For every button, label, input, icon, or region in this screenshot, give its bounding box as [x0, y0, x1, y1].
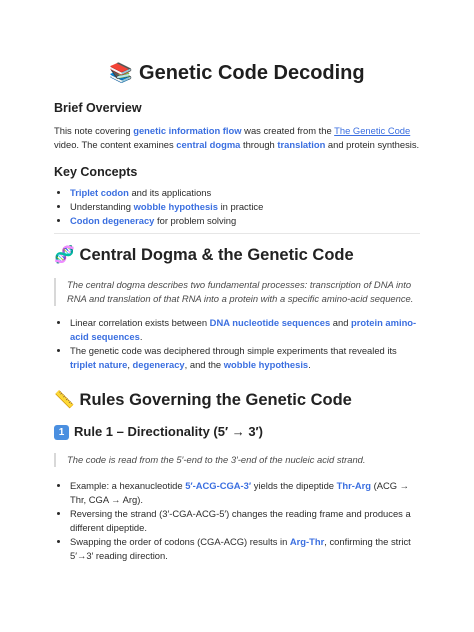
page-title-text: Genetic Code Decoding — [139, 62, 365, 84]
highlight-term: genetic information flow — [133, 125, 242, 136]
overview-text: video. The content examines — [54, 139, 177, 150]
item-text: . — [139, 331, 143, 342]
rule-1-list — [54, 479, 420, 563]
rules-heading — [54, 389, 420, 411]
highlight-term: 5′-ACG-CGA-3′ — [185, 480, 252, 491]
highlight-term: protein amino-acid sequences — [70, 317, 417, 342]
highlight-term: wobble hypothesis — [133, 201, 218, 212]
item-text: Understanding — [70, 201, 134, 212]
rule-1-heading — [54, 423, 420, 441]
item-text: , confirming the strict 5′→3′ reading direction. — [70, 536, 411, 561]
overview-paragraph — [54, 124, 420, 152]
highlight-term: Triplet codon — [70, 187, 129, 198]
central-dogma-list — [54, 316, 420, 372]
overview-heading: Brief Overview — [54, 101, 142, 115]
item-text: Linear correlation exists between — [70, 317, 210, 328]
books-icon: 📚 — [109, 63, 134, 84]
list-item: • Reversing the strand (3′-CGA-ACG-5′) changes the reading frame and produces a different dipeptide. — [70, 507, 420, 535]
highlight-term: wobble hypothesis — [223, 359, 309, 370]
highlight-term: degeneracy — [132, 359, 185, 370]
overview-text: and protein synthesis. — [325, 139, 420, 150]
item-text: . — [308, 359, 311, 370]
rule-1-quote: The code is read from the 5′-end to the 3′-end of the nucleic acid strand. — [54, 453, 420, 467]
item-text: in practice — [217, 201, 264, 212]
highlight-term: Arg-Thr — [289, 536, 325, 547]
central-dogma-heading-text: Central Dogma & the Genetic Code — [79, 246, 354, 264]
item-text: for problem solving — [154, 215, 237, 226]
key-concepts-heading: Key Concepts — [54, 165, 138, 179]
list-item — [70, 344, 420, 372]
central-dogma-quote: The central dogma describes two fundamental processes: transcription of DNA into RNA and translation of that RNA into a protein with a specific amino-acid sequence. — [54, 278, 420, 306]
item-text: and its applications — [128, 187, 212, 198]
source-video-link[interactable]: The Genetic Code — [334, 125, 411, 136]
highlight-term: DNA nucleotide sequences — [209, 317, 331, 328]
list-item — [70, 200, 420, 214]
list-item — [70, 535, 420, 563]
list-item — [70, 316, 420, 344]
overview-text: through — [240, 139, 278, 150]
central-dogma-heading — [54, 244, 420, 266]
key-concepts-list — [54, 186, 420, 228]
list-item — [70, 186, 420, 200]
page-title — [54, 0, 420, 86]
overview-text: was created from the — [241, 125, 335, 136]
overview-text: This note covering — [54, 125, 134, 136]
highlight-term: triplet nature — [70, 359, 128, 370]
list-item — [70, 214, 420, 228]
item-text: and — [330, 317, 352, 328]
item-text: Swapping the order of codons (CGA-ACG) results in — [70, 536, 290, 547]
ruler-icon: 📏 — [54, 391, 75, 409]
list-item — [70, 479, 420, 507]
rules-heading-text: Rules Governing the Genetic Code — [79, 391, 352, 409]
item-text: , and the — [184, 359, 224, 370]
highlight-term: Thr-Arg — [336, 480, 372, 491]
item-text: (ACG → Thr, CGA → Arg). — [70, 480, 410, 505]
item-text: Example: a hexanucleotide — [70, 480, 186, 491]
highlight-term: central dogma — [176, 139, 241, 150]
keycap-one-icon: 1 — [54, 425, 69, 440]
dna-icon: 🧬 — [54, 246, 75, 264]
highlight-term: Codon degeneracy — [70, 215, 155, 226]
item-text: , — [127, 359, 133, 370]
highlight-term: translation — [277, 139, 326, 150]
item-text: The genetic code was deciphered through simple experiments that revealed its — [70, 345, 397, 356]
item-text: yields the dipeptide — [251, 480, 337, 491]
rule-1-heading-text: Rule 1 – Directionality (5′ → 3′) — [74, 424, 264, 439]
